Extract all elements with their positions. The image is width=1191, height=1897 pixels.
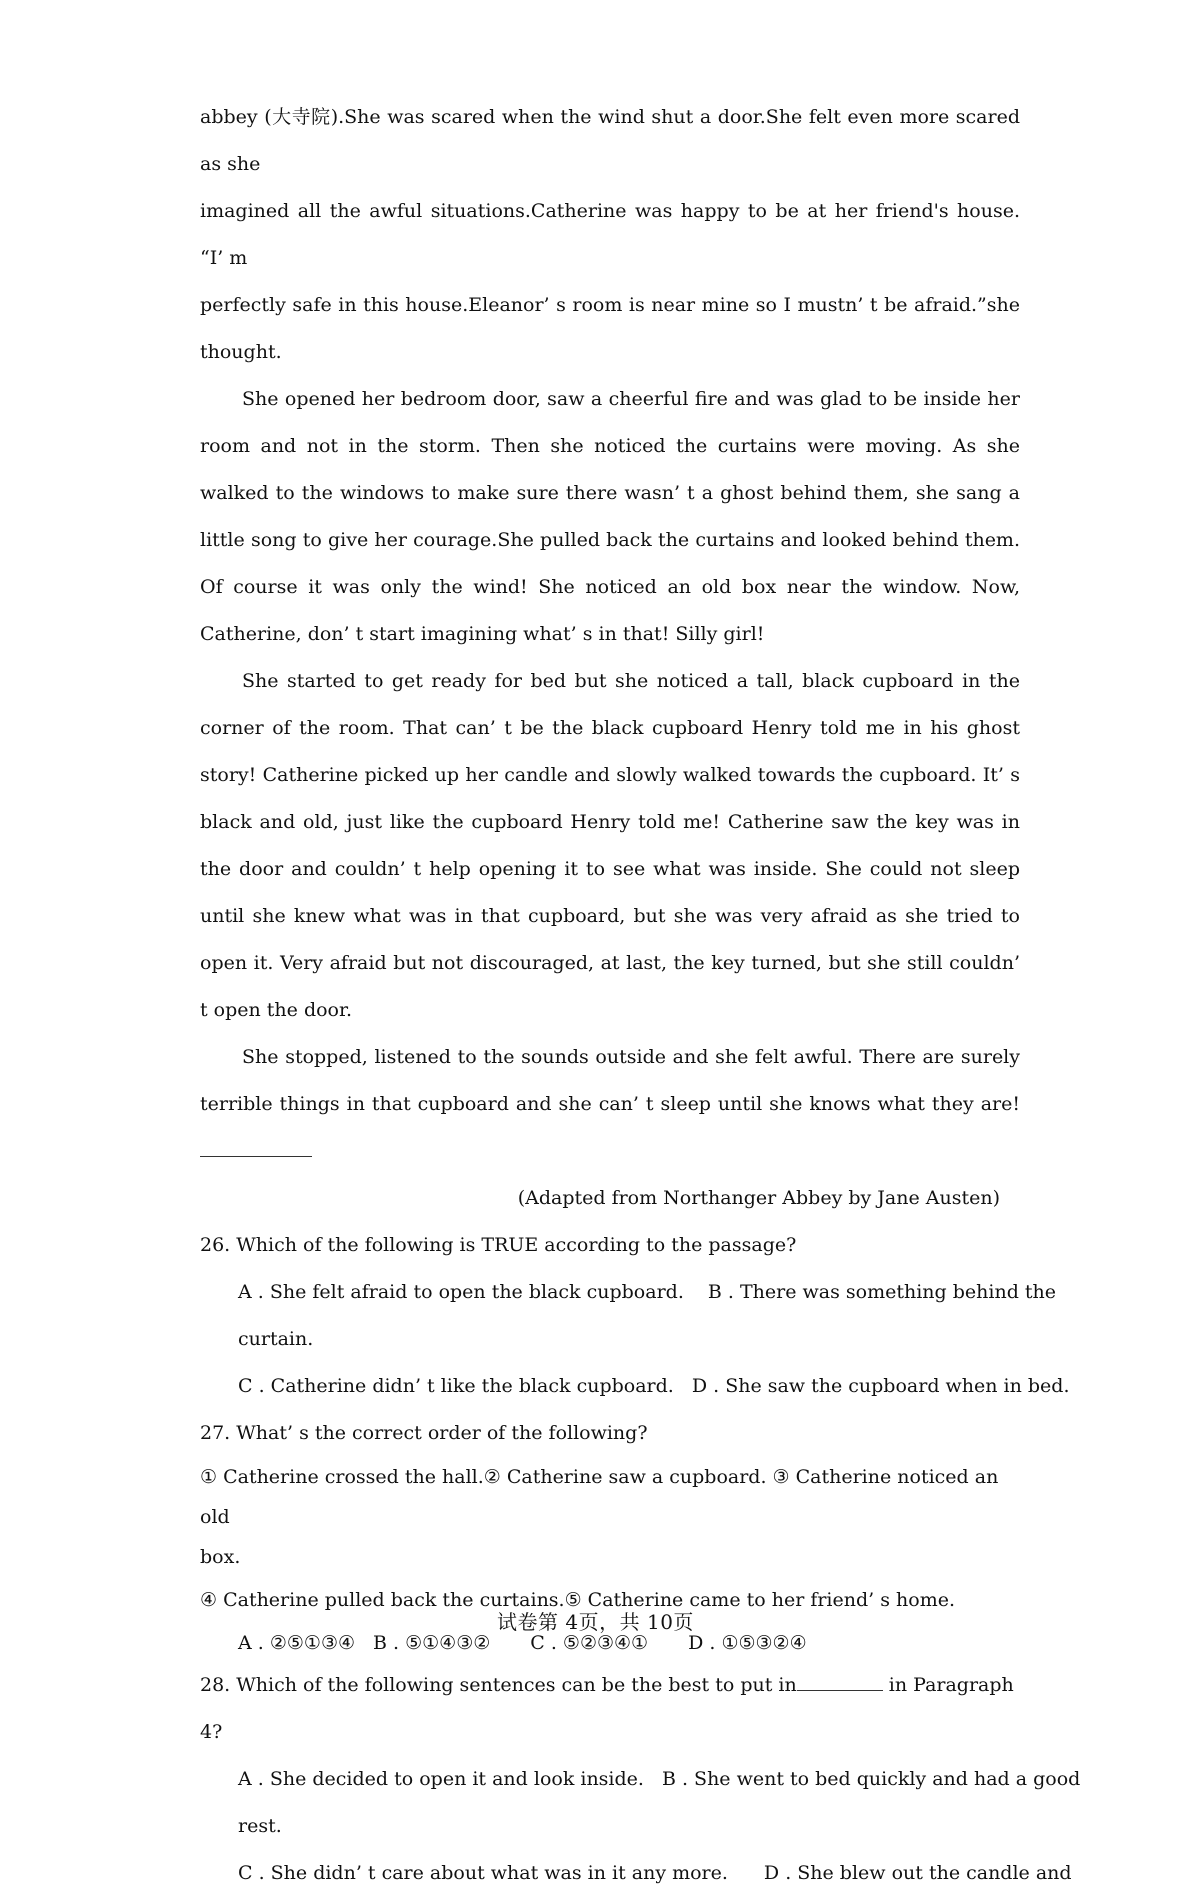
q28-option-a[interactable]: A . She decided to open it and look inside.	[238, 1768, 644, 1790]
answer-blank[interactable]	[200, 1136, 312, 1157]
q26-option-a[interactable]: A . She felt afraid to open the black cupboard.	[238, 1281, 684, 1303]
q27-option-a[interactable]: A . ②⑤①③④	[238, 1632, 356, 1654]
question-28-stem	[200, 1662, 1020, 1756]
q27-events-line-1-continued: box.	[200, 1546, 241, 1568]
q27-option-d[interactable]: D . ①⑤③②④	[688, 1632, 807, 1654]
q28-stem-start: 28. Which of the following sentences can be the best to put in	[200, 1674, 797, 1696]
source-citation: (Adapted from Northanger Abbey by Jane Austen)	[517, 1187, 1000, 1209]
paragraph-2: She opened her bedroom door, saw a cheerful fire and was glad to be inside her room and not in the storm. Then she noticed the curtains were moving. As she walked to the windows to make sure there wasn’ t a ghost behind them, she sang a little song to give her courage.She pulled back the curtains and looked behind them. Of course it was only the wind! She noticed an old box near the window. Now, Catherine, don’ t start imagining what’ s in that! Silly girl!	[200, 388, 1020, 645]
paragraph-1	[200, 94, 1020, 376]
q27-option-b[interactable]: B . ⑤①④③②	[373, 1632, 491, 1654]
paragraph-4-text: She stopped, listened to the sounds outside and she felt awful. There are surely terrible things in that cupboard and she can’ t sleep until she knows what they are!	[200, 1046, 1020, 1115]
q28-option-c[interactable]: C . She didn’ t care about what was in it any more.	[238, 1862, 728, 1884]
page-footer: 试卷第 4页，共 10页	[497, 1610, 694, 1634]
q27-option-c[interactable]: C . ⑤②③④①	[530, 1632, 649, 1654]
paragraph-3: She started to get ready for bed but she noticed a tall, black cupboard in the corner of the room. That can’ t be the black cupboard Henry told me in his ghost story! Catherine picked up her candle and slowly walked towards the cupboard. It’ s black and old, just like the cupboard Henry told me! Catherine saw the key was in the door and couldn’ t help opening it to see what was inside. She could not sleep until she knew what was in that cupboard, but she was very afraid as she tried to open it. Very afraid but not discouraged, at last, the key turned, but she still couldn’ t open the door.	[200, 670, 1020, 1021]
q28-option-d[interactable]: D . She blew out the candle and	[763, 1862, 1072, 1884]
q26-option-c[interactable]: C . Catherine didn’ t like the black cupboard.	[238, 1375, 674, 1397]
paragraph-1-line-2: imagined all the awful situations.Catherine was happy to be at her friend's house. “I’ m	[200, 200, 1020, 269]
q26-option-b[interactable]: B . There was something behind the	[707, 1281, 1057, 1303]
q28-option-b[interactable]: B . She went to bed quickly and had a good	[661, 1768, 1081, 1790]
paragraph-1-line-3: perfectly safe in this house.Eleanor’ s room is near mine so I mustn’ t be afraid.”she thought.	[200, 294, 1020, 363]
paragraph-4	[200, 1034, 1020, 1175]
paragraph-1-line-1: abbey (大寺院).She was scared when the wind shut a door.She felt even more scared as she	[200, 106, 1020, 175]
question-26-options	[200, 1269, 1070, 1410]
q26-option-b-continued: curtain.	[238, 1328, 314, 1350]
q26-option-d[interactable]: D . She saw the cupboard when in bed.	[691, 1375, 1070, 1397]
q27-events-line-1: ① Catherine crossed the hall.② Catherine saw a cupboard. ③ Catherine noticed an old	[200, 1466, 999, 1528]
q27-events-line-2: ④ Catherine pulled back the curtains.⑤ Catherine came to her friend’ s home.	[200, 1589, 955, 1611]
q28-stem-end: in Paragraph 4?	[200, 1674, 1014, 1743]
question-27-stem: 27. What’ s the correct order of the following?	[200, 1422, 648, 1444]
question-26-stem: 26. Which of the following is TRUE according to the passage?	[200, 1234, 797, 1256]
question-28-options	[200, 1756, 1081, 1897]
q28-option-b-continued: rest.	[238, 1815, 282, 1837]
q28-blank	[797, 1670, 883, 1691]
